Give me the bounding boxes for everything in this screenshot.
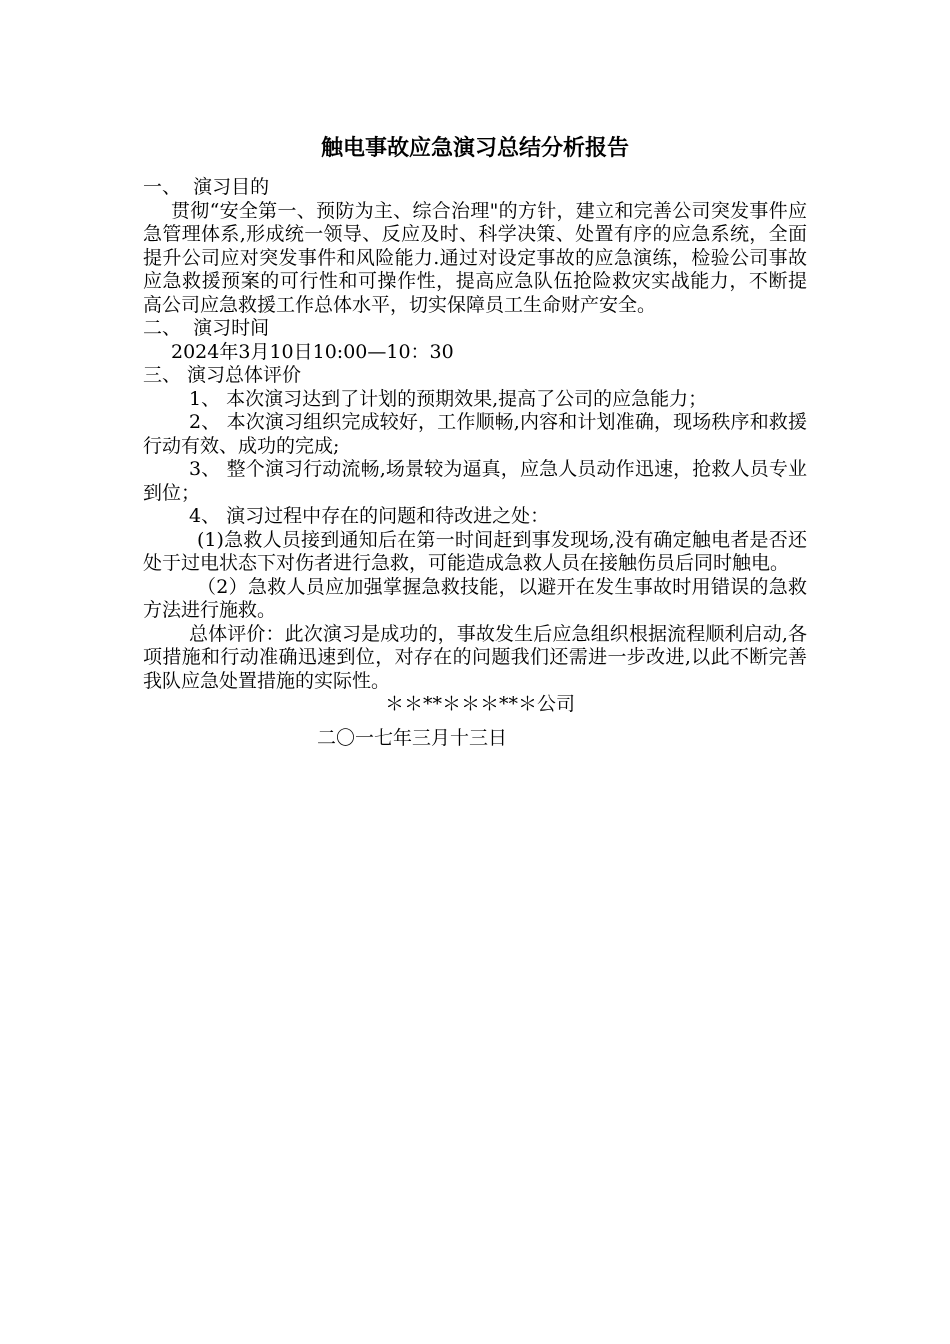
evaluation-item: 2、 本次演习组织完成较好，工作顺畅,内容和计划准确，现场秩序和救援行动有效、成功的完成;: [143, 411, 807, 457]
summary-paragraph: 总体评价：此次演习是成功的，事故发生后应急组织根据流程顺利启动,各项措施和行动准确迅速到位，对存在的问题我们还需进一步改进,以此不断完善我队应急处置措施的实际性。: [143, 622, 807, 692]
signature-date: 二〇一七年三月十三日: [317, 726, 508, 749]
evaluation-item: 1、 本次演习达到了计划的预期效果,提高了公司的应急能力；: [189, 387, 708, 410]
evaluation-item: 3、 整个演习行动流畅,场景较为逼真，应急人员动作迅速，抢救人员专业到位；: [143, 458, 807, 504]
section-heading-purpose: 一、 演习目的: [143, 176, 270, 198]
document-title: 触电事故应急演习总结分析报告: [320, 136, 629, 161]
section-heading-evaluation: 三、 演习总体评价: [143, 364, 302, 386]
issue-item: (1)急救人员接到通知后在第一时间赶到事发现场,没有确定触电者是否还处于过电状态下对伤者进行急救，可能造成急救人员在接触伤员后同时触电。: [143, 528, 807, 574]
evaluation-item: 4、 演习过程中存在的问题和待改进之处：: [189, 505, 550, 527]
section-heading-time: 二、 演习时间: [143, 317, 270, 339]
purpose-paragraph: 贯彻“安全第一、预防为主、综合治理"的方针，建立和完善公司突发事件应急管理体系,形成统一领导、反应及时、科学决策、处置有序的应急系统，全面提升公司应对突发事件和风险能力.通过对设定事故的应急演练，检验公司事故应急救援预案的可行性和可操作性，提高应急队伍抢险救灾实战能力，不断提高公司应急救援工作总体水平，切实保障员工生命财产安全。: [143, 199, 807, 316]
document-body: [143, 132, 807, 750]
signature-company: ＊＊**＊＊＊**＊公司: [385, 693, 576, 715]
issue-item: （2）急救人员应加强掌握急救技能，以避开在发生事故时用错误的急救方法进行施救。: [143, 575, 807, 621]
time-paragraph: 2024年3月10日10:00—10：30: [171, 340, 454, 363]
